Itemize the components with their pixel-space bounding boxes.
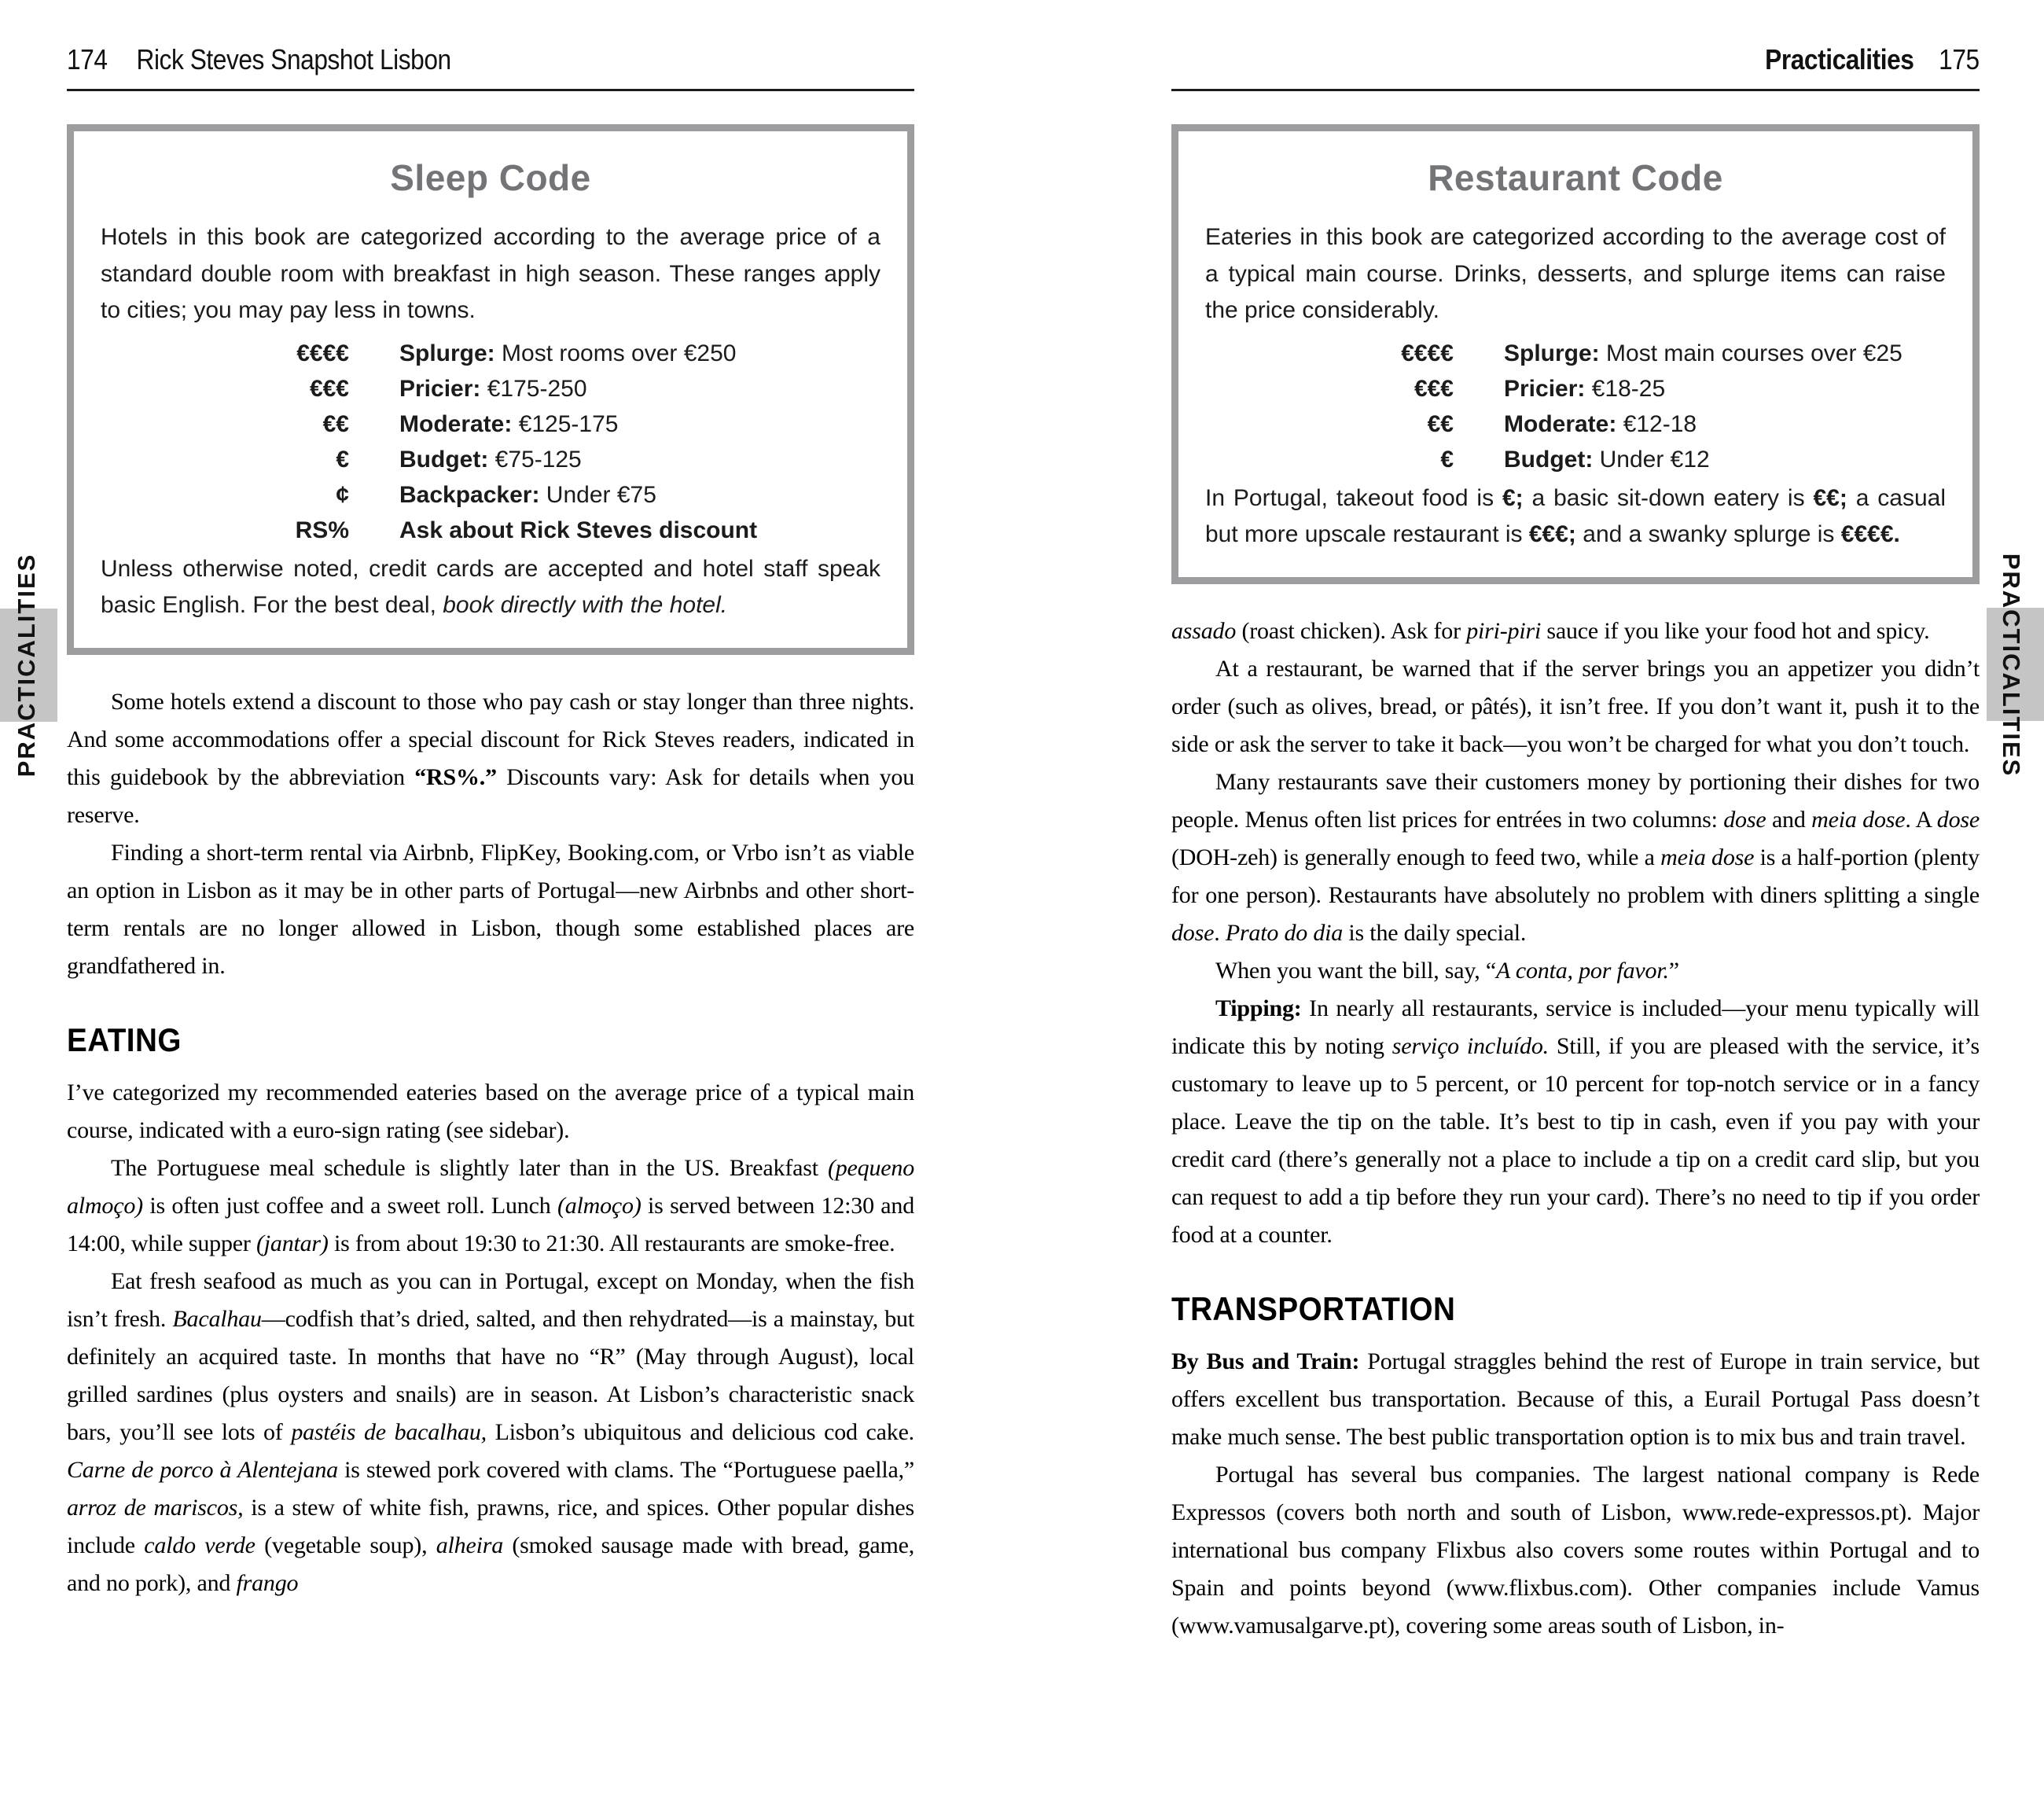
text-run: Prato do dia <box>1225 919 1344 946</box>
rating-row <box>1205 371 1946 406</box>
body-paragraph <box>67 1074 914 1149</box>
text-run: is a stew of white fish, prawns, rice, and spices. Other popular dishes include <box>67 1494 914 1558</box>
text-run: “RS%.” <box>414 763 497 790</box>
rating-row <box>1205 336 1946 371</box>
text-run: serviço incluído. <box>1391 1032 1549 1059</box>
text-run: Bacalhau <box>172 1305 262 1332</box>
text-run: a casual but more upscale restaurant is <box>1205 484 1947 547</box>
body-paragraph <box>67 1149 914 1263</box>
text-run: assado <box>1171 617 1237 644</box>
text-run: Discounts vary: Ask for details when you reserve. <box>67 763 914 828</box>
rating-row <box>101 336 880 371</box>
text-run: Portugal straggles behind the rest of Europe in train service, but offers excellent bus transportation. Because of this, a Eurail Portugal Pass doesn’t make much sense. The best public transportation option is to mix bus and train travel. <box>1171 1348 1980 1450</box>
text-run: (DOH-zeh) is generally enough to feed two, while a <box>1171 844 1661 870</box>
rating-description: Splurge: Most rooms over €250 <box>399 340 737 366</box>
text-run: and <box>1766 806 1812 833</box>
text-run: . <box>1214 919 1226 946</box>
right-page-header <box>1171 43 1980 91</box>
left-sidebar-tab-label: PRACTICALITIES <box>13 553 40 778</box>
rating-row <box>101 513 880 548</box>
text-run: Unless otherwise noted, credit cards are accepted and hotel staff speak basic English. For the best deal, <box>101 555 880 618</box>
text-run: a basic sit-down eatery is <box>1523 484 1814 511</box>
body-paragraph <box>1171 990 1980 1254</box>
text-run: (roast chicken). Ask for <box>1236 617 1467 644</box>
body-paragraph <box>67 683 914 834</box>
rating-symbol: €€€ <box>309 375 349 402</box>
left-page-body <box>67 683 914 1602</box>
text-run: Hotels in this book are categorized according to the average price of a standard double room with breakfast in high season. These ranges apply to cities; you may pay less in towns. <box>101 224 880 323</box>
text-run: is the daily special. <box>1343 919 1527 946</box>
text-run: sauce if you like your food hot and spicy. <box>1541 617 1930 644</box>
body-paragraph <box>1171 1456 1980 1645</box>
text-run: frango <box>236 1569 299 1596</box>
rating-symbol: ¢ <box>336 481 349 508</box>
text-run: Some hotels extend a discount to those who pay cash or stay longer than three nights. And some accommodations offer a special discount for Rick Steves readers, indicated in this guidebook by the abbreviation <box>67 688 914 790</box>
text-run: In Portugal, takeout food is <box>1205 484 1502 511</box>
body-paragraph <box>1171 650 1980 763</box>
text-run: €€€€. <box>1840 521 1900 547</box>
rating-description: Ask about Rick Steves discount <box>399 517 758 543</box>
section-heading: TRANSPORTATION <box>1171 1289 1456 1327</box>
text-run: Finding a short-term rental via Airbnb, FlipKey, Booking.com, or Vrbo isn’t as viable an option in Lisbon as it may be in other parts of Portugal—new Airbnbs and other short-term rentals are no longer allowed in Lisbon, though some established places are grandfathered in. <box>67 839 914 979</box>
rating-symbol: RS% <box>295 517 349 543</box>
text-run: dose <box>1723 806 1766 833</box>
body-paragraph <box>1171 952 1980 990</box>
sleep-code-title: Sleep Code <box>390 157 591 198</box>
text-run: In nearly all restaurants, service is included—your menu typically will indicate this by noting <box>1171 995 1980 1059</box>
body-paragraph <box>1171 763 1980 952</box>
text-run: is a half-portion (plenty for one person). Restaurants have absolutely no problem with diners splitting a single <box>1171 844 1980 908</box>
text-run: Portugal has several bus companies. The largest national company is Rede Expressos (covers both north and south of Lisbon, www.rede-expressos.pt). Major international bus company Flixbus also covers some routes within Portugal and to Spain and points beyond (www.flixbus.com). Other companies include Vamus (www.vamusalgarve.pt), covering some areas south of Lisbon, in- <box>1171 1461 1980 1639</box>
text-run: (almoço) <box>557 1192 642 1219</box>
restaurant-code-intro <box>1205 219 1946 329</box>
text-run: alheira <box>436 1532 503 1558</box>
text-run: dose <box>1936 806 1980 833</box>
body-paragraph <box>67 834 914 985</box>
rating-description: Backpacker: Under €75 <box>399 481 656 508</box>
restaurant-code-ratings <box>1205 336 1946 477</box>
text-run: (vegetable soup), <box>255 1532 436 1558</box>
text-run: Eateries in this book are categorized according to the average cost of a typical main course. Drinks, desserts, and splurge items can raise the price considerably. <box>1205 224 1946 323</box>
text-run: . A <box>1905 806 1937 833</box>
rating-row <box>101 477 880 513</box>
text-run: arroz de mariscos, <box>67 1494 244 1521</box>
text-run: Lisbon’s ubiquitous and delicious cod cake. <box>486 1418 914 1445</box>
rating-symbol: €€€ <box>1414 375 1454 402</box>
text-run: is served between 12:30 and 14:00, while supper <box>67 1192 914 1256</box>
body-paragraph <box>67 1263 914 1602</box>
rating-symbol: €€ <box>1427 410 1454 437</box>
text-run: Tipping: <box>1215 995 1302 1021</box>
rating-description: Budget: €75-125 <box>399 446 582 473</box>
rating-description: Splurge: Most main courses over €25 <box>1504 340 1902 366</box>
rating-symbol: €€€€ <box>1401 340 1454 366</box>
section-heading: EATING <box>67 1021 182 1058</box>
rating-row <box>1205 442 1946 477</box>
text-run: The Portuguese meal schedule is slightly later than in the US. Breakfast <box>111 1154 828 1181</box>
page-number-left: 174 <box>67 43 108 75</box>
restaurant-code-title: Restaurant Code <box>1428 157 1723 198</box>
rating-description: Pricier: €175-250 <box>399 375 587 402</box>
text-run: Many restaurants save their customers money by portioning their dishes for two people. Menus often list prices for entrées in two columns: <box>1171 768 1980 833</box>
text-run: Carne de porco à Alentejana <box>67 1456 338 1483</box>
text-run: meia dose <box>1660 844 1755 870</box>
text-run: caldo verde <box>144 1532 256 1558</box>
rating-symbol: € <box>336 446 349 473</box>
restaurant-code-box <box>1171 124 1980 584</box>
book-title: Rick Steves Snapshot Lisbon <box>136 43 451 75</box>
text-run: book directly with the hotel. <box>443 592 728 618</box>
rating-row <box>101 371 880 406</box>
rating-description: Pricier: €18-25 <box>1504 375 1666 402</box>
text-run: Eat fresh seafood as much as you can in Portugal, except on Monday, when the fish isn’t fresh. <box>67 1267 914 1332</box>
text-run: By Bus and Train: <box>1171 1348 1360 1374</box>
text-run: dose <box>1171 919 1215 946</box>
left-page-header-inner <box>67 43 451 76</box>
text-run: (pequeno almoço) <box>67 1154 914 1219</box>
rating-row <box>1205 406 1946 442</box>
text-run: ” <box>1668 957 1679 984</box>
sleep-code-ratings <box>101 336 880 548</box>
right-page-header-inner <box>1765 43 1980 76</box>
text-run: is from about 19:30 to 21:30. All restaurants are smoke-free. <box>328 1230 895 1256</box>
rating-description: Budget: Under €12 <box>1504 446 1710 473</box>
rating-symbol: € <box>1440 446 1454 473</box>
left-page-header <box>67 43 914 91</box>
sleep-code-note <box>101 551 880 624</box>
text-run: (jantar) <box>256 1230 329 1256</box>
text-run: A conta, por favor. <box>1495 957 1669 984</box>
text-run: meia dose <box>1811 806 1906 833</box>
rating-description: Moderate: €125-175 <box>399 410 619 437</box>
rating-symbol: €€ <box>322 410 349 437</box>
sleep-code-box <box>67 124 914 655</box>
rating-row <box>101 442 880 477</box>
body-paragraph <box>1171 612 1980 650</box>
sleep-code-intro <box>101 219 880 329</box>
text-run: —codfish that’s dried, salted, and then rehydrated—is a mainstay, but definitely an acquired taste. In months that have no “R” (May through August), local grilled sardines (plus oysters and snails) are in season. At Lisbon’s characteristic snack bars, you’ll see lots of <box>67 1305 914 1445</box>
body-paragraph <box>1171 1343 1980 1456</box>
text-run: and a swanky splurge is <box>1575 521 1841 547</box>
text-run: Still, if you are pleased with the service, it’s customary to leave up to 5 percent, or 10 percent for top-notch service or in a fancy place. Leave the tip on the table. It’s best to tip in cash, even if you pay with your credit card (there’s generally not a place to include a tip on a credit card slip, but you can request to add a tip before they run your card). There’s no need to tip if you order food at a counter. <box>1171 1032 1980 1248</box>
text-run: piri-piri <box>1466 617 1542 644</box>
text-run: (smoked sausage made with bread, game, and no pork), and <box>67 1532 915 1596</box>
page-number-right: 175 <box>1939 43 1980 75</box>
text-run: I’ve categorized my recommended eateries based on the average price of a typical main course, indicated with a euro-sign rating (see sidebar). <box>67 1079 914 1143</box>
right-page-body <box>1171 612 1980 1645</box>
right-sidebar-tab-label: PRACTICALITIES <box>1998 553 2025 778</box>
rating-symbol: €€€€ <box>296 340 349 366</box>
right-page <box>1171 43 1980 1645</box>
text-run: At a restaurant, be warned that if the server brings you an appetizer you didn’t order (such as olives, bread, or pâtés), it isn’t free. If you don’t want it, push it to the side or ask the server to take it back—you won’t be charged for what you don’t touch. <box>1171 655 1980 757</box>
text-run: When you want the bill, say, “ <box>1215 957 1496 984</box>
text-run: €; <box>1502 484 1524 511</box>
text-run: €€; <box>1813 484 1847 511</box>
chapter-title: Practicalities <box>1765 43 1914 75</box>
text-run: is stewed pork covered with clams. The “Portuguese paella,” <box>337 1456 915 1483</box>
restaurant-code-note <box>1205 480 1946 554</box>
text-run: €€€; <box>1528 521 1576 547</box>
rating-description: Moderate: €12-18 <box>1504 410 1697 437</box>
text-run: pastéis de bacalhau, <box>291 1418 487 1445</box>
rating-row <box>101 406 880 442</box>
text-run: is often just coffee and a sweet roll. Lunch <box>142 1192 557 1219</box>
left-page <box>67 43 914 1602</box>
